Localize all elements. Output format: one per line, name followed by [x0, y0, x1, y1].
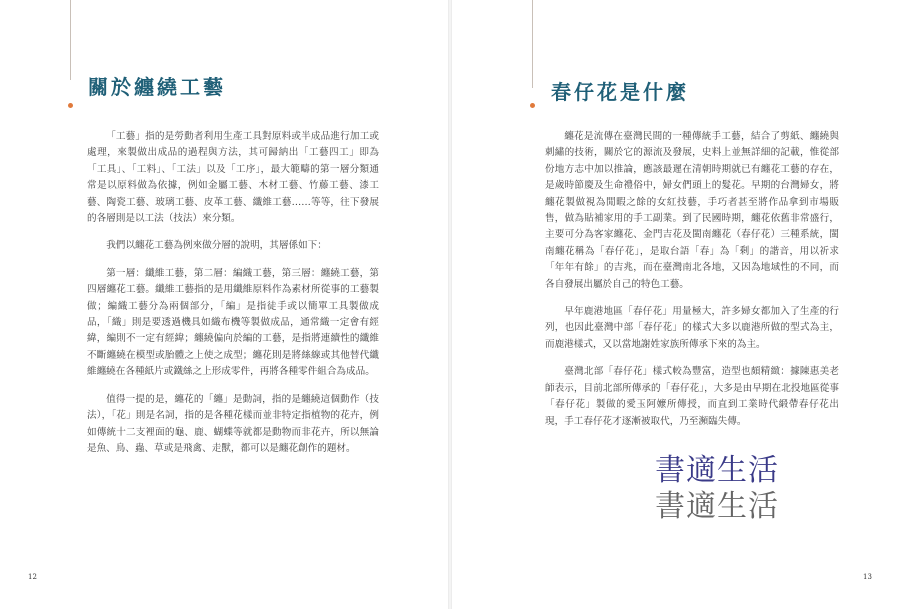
left-paragraph: 值得一提的是，纏花的「纏」是動詞，指的是纏繞這個動作（技法），「花」則是名詞，指的是各種花樣而並非特定指植物的花卉，例如傳統十二支裡面的龜、鹿、蝴蝶等就都是動物而非花卉，所以無論是魚、鳥、蟲、草或是飛禽、走獸，都可以是纏花創作的題材。: [87, 393, 379, 454]
right-paragraph: 臺灣北部「春仔花」樣式較為豐富，造型也頗精緻：據陳惠美老師表示，目前北部所傳承的「春仔花」，大多是由早期在北投地區從事「春仔花」製做的愛玉阿嬤所傳授，而直到工業時代緞帶春仔花出現，手工春仔花才逐漸被取代，乃至瀕臨失傳。: [545, 366, 839, 427]
left-accent-dot: [68, 103, 73, 108]
left-body-text: [87, 129, 379, 468]
right-page-number: 13: [863, 573, 872, 581]
right-page-title: 春仔花是什麼: [551, 80, 689, 104]
left-page-title: 關於纏繞工藝: [88, 75, 226, 99]
right-body-text: [545, 129, 839, 441]
book-gutter: [448, 0, 452, 609]
left-paragraph: 我們以纏花工藝為例來做分層的說明，其層係如下：: [106, 240, 327, 252]
left-page-number: 12: [28, 573, 37, 581]
left-paragraph: 「工藝」指的是勞動者利用生產工具對原料或半成品進行加工或處理，來製做出成品的過程與方法，其可歸納出「工藝四工」即為「工具」、「工料」、「工法」以及「工序」，最大範疇的第一層分類通常是以原料做為依據，例如金屬工藝、木材工藝、竹藤工藝、漆工藝、陶瓷工藝、玻璃工藝、皮革工藝、纖維工藝……等等，往下發展的各層則是以工法（技法）來分類。: [87, 131, 379, 225]
left-margin-rule: [70, 0, 71, 80]
watermark-line-2: 書適生活: [655, 489, 779, 524]
right-paragraph: 早年鹿港地區「春仔花」用量極大，許多婦女都加入了生產的行列，也因此臺灣中部「春仔花」的樣式大多以鹿港所做的型式為主，而鹿港樣式，又以當地謝姓家族所傳承下來的為主。: [545, 306, 839, 350]
right-paragraph: 纏花是流傳在臺灣民間的一種傳統手工藝，結合了剪紙、纏繞與刺繡的技術，關於它的源流及發展，史料上並無詳細的記載，惟從部份地方志中加以推論，應該最遲在清朝時期就已有纏花工藝的存在，是歲時節慶及生命禮俗中，婦女們頭上的髮花。早期的台灣婦女，將纏花製做視為閒暇之餘的女紅技藝，手巧者甚至將作品拿到市場販售，做為貼補家用的手工副業。到了民國時期，纏花依舊非常盛行，主要可分為客家纏花、金門吉花及閩南纏花（春仔花）三種系統，閩南纏花稱為「春仔花」，是取台語「春」為「剩」的諧音，用以祈求「年年有餘」的吉兆，而在臺灣南北各地，又因為地域性的不同，而各自發展出屬於自己的特色工藝。: [545, 131, 839, 290]
left-paragraph: 第一層：纖維工藝，第二層：編織工藝，第三層：纏繞工藝，第四層纏花工藝。纖維工藝指的是用纖維原料作為素材所從事的工藝製做；編織工藝分為兩個部分，「編」是指徒手或以簡單工具製做成品，「織」則是要透過機具如織布機等製做成品，通常織一定會有經緯，編則不一定有經緯；纏繞偏向於編的工藝，是指將連續性的纖維不斷纏繞在模型或胎體之上使之成型；纏花則是將絲線或其他替代纖維纏繞在各種紙片或鐵絲之上形成零件，再將各種零件組合為成品。: [87, 267, 379, 378]
right-margin-rule: [532, 0, 533, 88]
watermark-line-1: 書適生活: [655, 453, 779, 488]
right-accent-dot: [530, 103, 535, 108]
